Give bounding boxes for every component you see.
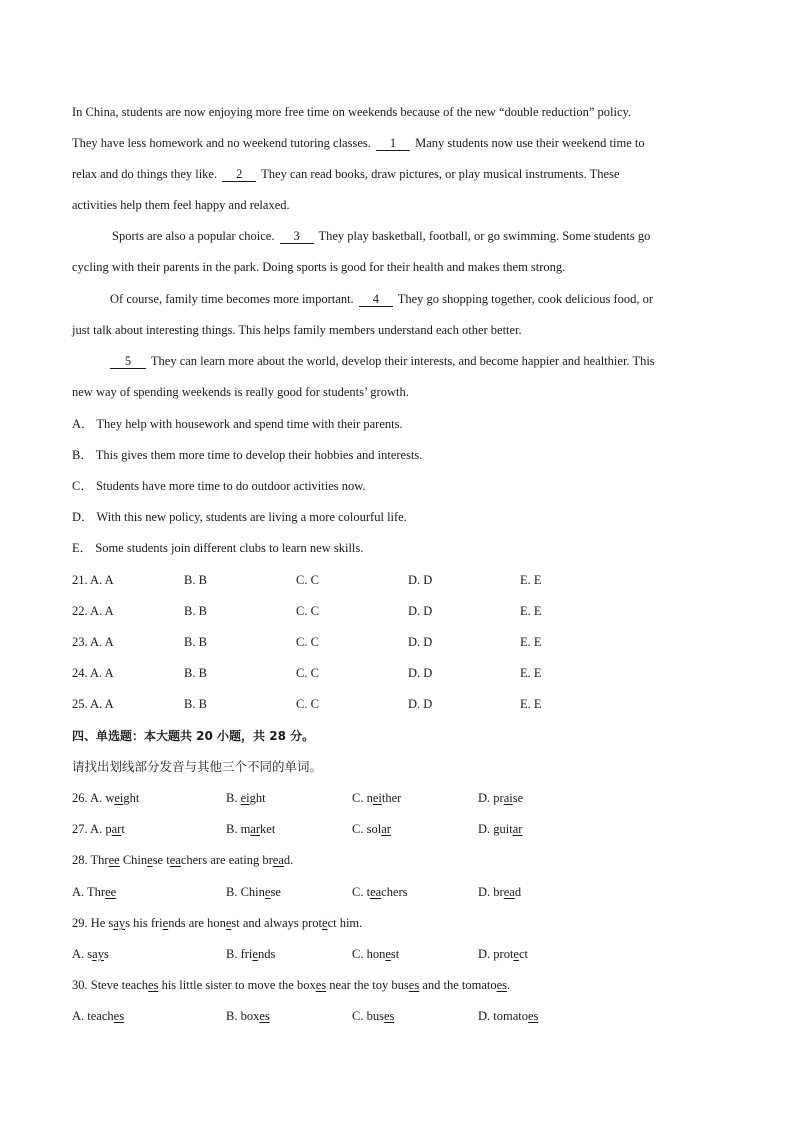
choice-e: E． Some students join different clubs to learn new skills. bbox=[72, 541, 364, 555]
choice-d: D． With this new policy, students are living a more colourful life. bbox=[72, 510, 407, 524]
blank-5: 5 bbox=[110, 355, 146, 369]
option-a[interactable]: A. teaches bbox=[72, 1009, 125, 1023]
blank-1: 1 bbox=[376, 137, 410, 151]
passage-text: cycling with their parents in the park. Doing sports is good for their health and makes them strong. bbox=[72, 260, 566, 274]
passage-text: They go shopping together, cook delicious food, or bbox=[397, 292, 654, 306]
option-c[interactable]: C. neither bbox=[352, 791, 402, 805]
option-d[interactable]: D. D bbox=[408, 604, 433, 618]
passage-text: just talk about interesting things. This helps family members understand each other better. bbox=[72, 323, 522, 337]
option-d[interactable]: D. praise bbox=[478, 791, 524, 805]
passage-text: relax and do things they like. bbox=[72, 167, 218, 181]
section-heading: 四、单选题：本大题共 20 小题，共 28 分。 bbox=[72, 729, 315, 743]
blank-4: 4 bbox=[359, 293, 393, 307]
option-c[interactable]: C. buses bbox=[352, 1009, 395, 1023]
passage-text: Many students now use their weekend time to bbox=[415, 136, 645, 150]
option-b[interactable]: B. Chinese bbox=[226, 885, 281, 899]
option-a[interactable]: 24. A. A bbox=[72, 666, 114, 680]
option-a[interactable]: 23. A. A bbox=[72, 635, 114, 649]
option-c[interactable]: C. C bbox=[296, 635, 319, 649]
passage-line bbox=[110, 291, 653, 307]
question-29-sentence: 29. He says his friends are honest and always protect him. bbox=[72, 916, 363, 930]
option-b[interactable]: B. B bbox=[184, 604, 207, 618]
passage-text: Sports are also a popular choice. bbox=[112, 229, 275, 243]
question-28-sentence: 28. Three Chinese teachers are eating bread. bbox=[72, 853, 294, 867]
passage-text: new way of spending weekends is really good for students’ growth. bbox=[72, 385, 409, 399]
option-a[interactable]: A. says bbox=[72, 947, 109, 961]
option-e[interactable]: E. E bbox=[520, 635, 542, 649]
option-e[interactable]: E. E bbox=[520, 666, 542, 680]
option-b[interactable]: B. eight bbox=[226, 791, 266, 805]
passage-text: They can learn more about the world, develop their interests, and become happier and healthier. This bbox=[150, 354, 655, 368]
option-e[interactable]: E. E bbox=[520, 604, 542, 618]
passage-line bbox=[108, 353, 655, 369]
option-b[interactable]: B. B bbox=[184, 666, 207, 680]
choice-a: A． They help with housework and spend time with their parents. bbox=[72, 417, 403, 431]
option-b[interactable]: B. B bbox=[184, 697, 207, 711]
option-d[interactable]: D. D bbox=[408, 666, 433, 680]
choice-b: B． This gives them more time to develop their hobbies and interests. bbox=[72, 448, 423, 462]
passage-line bbox=[72, 135, 645, 151]
option-a[interactable]: 26. A. weight bbox=[72, 791, 140, 805]
question-30-sentence: 30. Steve teaches his little sister to move the boxes near the toy buses and the tomatoes. bbox=[72, 978, 511, 992]
passage-line bbox=[72, 259, 565, 275]
passage-text: activities help them feel happy and relaxed. bbox=[72, 198, 290, 212]
option-b[interactable]: B. boxes bbox=[226, 1009, 270, 1023]
passage-line bbox=[72, 322, 522, 338]
option-a[interactable]: 22. A. A bbox=[72, 604, 114, 618]
option-c[interactable]: C. C bbox=[296, 697, 319, 711]
option-d[interactable]: D. D bbox=[408, 635, 433, 649]
passage-text: They have less homework and no weekend tutoring classes. bbox=[72, 136, 371, 150]
option-b[interactable]: B. B bbox=[184, 573, 207, 587]
option-d[interactable]: D. guitar bbox=[478, 822, 523, 836]
section-instruction: 请找出划线部分发音与其他三个不同的单词。 bbox=[72, 759, 323, 774]
passage-line bbox=[72, 384, 409, 400]
option-c[interactable]: C. C bbox=[296, 666, 319, 680]
option-d[interactable]: D. protect bbox=[478, 947, 529, 961]
passage-line bbox=[112, 228, 650, 244]
option-d[interactable]: D. D bbox=[408, 697, 433, 711]
passage-line bbox=[72, 197, 290, 213]
option-c[interactable]: C. C bbox=[296, 604, 319, 618]
option-e[interactable]: E. E bbox=[520, 573, 542, 587]
option-c[interactable]: C. solar bbox=[352, 822, 391, 836]
passage-text: Of course, family time becomes more important. bbox=[110, 292, 354, 306]
option-d[interactable]: D. D bbox=[408, 573, 433, 587]
blank-2: 2 bbox=[222, 168, 256, 182]
option-e[interactable]: E. E bbox=[520, 697, 542, 711]
option-a[interactable]: 25. A. A bbox=[72, 697, 114, 711]
option-a[interactable]: 27. A. part bbox=[72, 822, 125, 836]
passage-text: In China, students are now enjoying more free time on weekends because of the new “double reduction” policy. bbox=[72, 105, 632, 119]
option-b[interactable]: B. friends bbox=[226, 947, 276, 961]
option-b[interactable]: B. B bbox=[184, 635, 207, 649]
passage-text: They can read books, draw pictures, or play musical instruments. These bbox=[261, 167, 620, 181]
option-b[interactable]: B. market bbox=[226, 822, 276, 836]
option-d[interactable]: D. bread bbox=[478, 885, 522, 899]
blank-3: 3 bbox=[280, 230, 314, 244]
option-c[interactable]: C. teachers bbox=[352, 885, 408, 899]
option-d[interactable]: D. tomatoes bbox=[478, 1009, 539, 1023]
option-a[interactable]: 21. A. A bbox=[72, 573, 114, 587]
option-a[interactable]: A. Three bbox=[72, 885, 117, 899]
option-c[interactable]: C. honest bbox=[352, 947, 400, 961]
choice-c: C． Students have more time to do outdoor activities now. bbox=[72, 479, 366, 493]
passage-text: They play basketball, football, or go swimming. Some students go bbox=[318, 229, 651, 243]
passage-line bbox=[72, 166, 620, 182]
option-c[interactable]: C. C bbox=[296, 573, 319, 587]
passage-line bbox=[72, 104, 631, 120]
